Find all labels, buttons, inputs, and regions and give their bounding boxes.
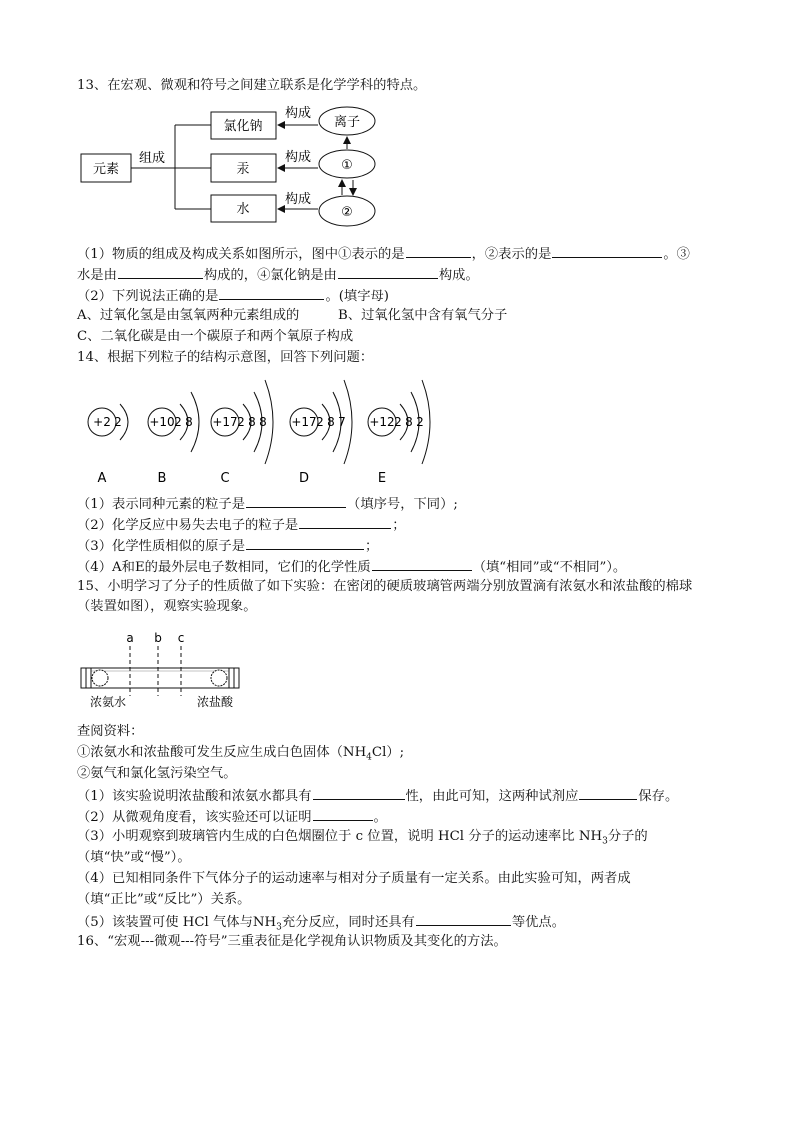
q15-p1 [77,786,678,806]
q15-ref-1 [77,744,404,762]
circle2-label: ② [341,205,353,220]
q14-p1 [77,494,458,514]
q13-option-b: B、过氧化氢中含有氧气分子 [338,308,508,323]
q15-p3a: （3）小明观察到玻璃管内生成的白色烟圈位于 c 位置，说明 HCl 分子的运动速率比 NH [77,829,603,844]
constitute-3: 构成 [285,192,312,207]
q13-p1c: 。③ [663,247,690,262]
particle-label: D [298,471,310,486]
particle-label: A [97,471,107,486]
q13-p2b: 。(填字母) [325,289,390,304]
q15-ref1b: 4 [366,752,372,763]
q15-p5 [77,912,565,932]
particle-B [148,392,199,486]
q13-option-c: C、二氧化碳是由一个碳原子和两个氧原子构成 [77,329,354,344]
q14-stem: 14、根据下列粒子的结构示意图，回答下列问题： [77,350,374,365]
nucleus-charge: +17 [291,415,317,429]
q13-diagram [78,104,388,234]
answer-blank-13-2[interactable] [552,244,662,258]
compose-label: 组成 [139,151,166,166]
particle-C [211,380,273,486]
q14-diagram [80,370,460,490]
q14-p2a: （2）化学反应中易失去电子的粒子是 [77,518,299,533]
answer-blank-13-1[interactable] [406,244,471,258]
left-reagent-label: 浓氨水 [89,695,127,709]
q13-p2a: （2）下列说法正确的是 [77,289,219,304]
q15-ref-title: 查阅资料： [77,724,144,739]
q14-p3a: （3）化学性质相似的原子是 [77,539,246,554]
mark-c: c [177,631,185,645]
answer-blank-14-2[interactable] [299,515,391,529]
q14-p2 [77,515,406,535]
electron-count: 8 [248,415,256,429]
electron-count: 2 [394,415,402,429]
answer-blank-13-5[interactable] [219,286,324,300]
q15-p5a: （5）该装置可使 HCl 气体与NH [77,915,277,930]
electron-count: 8 [259,415,267,429]
electron-count: 7 [338,415,346,429]
mark-b: b [154,631,162,645]
q13-p2 [77,286,389,306]
constitute-1: 构成 [285,106,312,121]
q15-stem-2: （装置如图），观察实验现象。 [77,599,257,614]
particle-E [368,380,430,486]
mark-a: a [126,631,134,645]
element-label: 元素 [92,162,120,177]
q15-p4-line2: （填“正比”或“反比”）关系。 [77,892,251,907]
constitute-2: 构成 [285,150,312,165]
q13-p1b: ，②表示的是 [471,247,552,262]
answer-blank-15-4[interactable] [416,912,511,926]
electron-count: 8 [185,415,193,429]
answer-blank-15-1[interactable] [313,786,405,800]
q14-p4 [77,557,626,577]
nucleus-charge: +10 [149,415,175,429]
q13-p1f: 构成。 [438,268,479,283]
q15-p3c: 分子的 [607,829,648,844]
q13-stem: 13、在宏观、微观和符号之间建立联系是化学学科的特点。 [77,78,427,93]
answer-blank-14-3[interactable] [246,536,364,550]
particle-A [88,404,128,486]
q15-ref-2: ②氨气和氯化氢污染空气。 [77,766,237,781]
water-label: 水 [236,202,250,217]
particle-D [290,380,352,486]
q15-tube-diagram [78,628,248,710]
q14-p1b: （填序号，下同）; [347,497,458,512]
q15-p5b: 3 [276,922,282,933]
answer-blank-15-2[interactable] [579,786,637,800]
electron-count: 2 [237,415,245,429]
q13-p1-line2 [77,265,479,285]
q14-p4b: （填“相同”或“不相同”）。 [472,560,627,575]
q15-p1b: 性，由此可知，这两种试剂应 [405,789,579,804]
circle1-label: ① [341,158,353,173]
left-cotton-ball [92,670,108,686]
q15-p3b: 3 [602,836,608,847]
answer-blank-13-3[interactable] [118,265,203,279]
q13-p1e: 构成的，④氯化钠是由 [203,268,337,283]
answer-blank-13-4[interactable] [338,265,438,279]
q15-p4: （4）已知相同条件下气体分子的运动速率与相对分子质量有一定关系。由此实验可知，两者成 [77,871,631,886]
nucleus-charge: +17 [212,415,238,429]
q14-p1a: （1）表示同种元素的粒子是 [77,497,246,512]
electron-count: 2 [416,415,424,429]
q15-p3 [77,828,648,846]
electron-count: 2 [174,415,182,429]
q15-p2 [77,807,387,827]
electron-count: 2 [114,415,122,429]
q14-p3 [77,536,378,556]
particle-label: E [377,471,387,486]
q15-ref1c: Cl）; [371,745,405,760]
q16-stem: 16、“宏观---微观---符号”三重表征是化学视角认识物质及其变化的方法。 [77,934,507,949]
electron-count: 8 [327,415,335,429]
q15-p3-line2: （填“快”或“慢”）。 [77,850,191,865]
q15-p2b: 。 [373,810,387,825]
nacl-label: 氯化钠 [223,119,263,134]
q15-p1c: 保存。 [638,789,679,804]
q14-p2b: ； [392,518,406,533]
q15-ref1a: ①浓氨水和浓盐酸可发生反应生成白色固体（NH [77,745,367,760]
q14-p3b: ； [365,539,379,554]
right-reagent-label: 浓盐酸 [196,695,234,709]
q13-p1d: 水是由 [77,268,117,283]
nucleus-charge: +2 [93,415,111,429]
q13-p1a: （1）物质的组成及构成关系如图所示，图中①表示的是 [77,247,405,262]
answer-blank-14-1[interactable] [246,494,346,508]
particle-label: C [220,471,230,486]
particle-label: B [157,471,167,486]
answer-blank-15-3[interactable] [313,807,373,821]
q15-p2a: （2）从微观角度看，该实验还可以证明 [77,810,312,825]
electron-count: 8 [405,415,413,429]
hg-label: 汞 [236,162,250,177]
q14-p4a: （4）A和E的最外层电子数相同，它们的化学性质 [77,560,371,575]
electron-count: 2 [316,415,324,429]
q13-p1-line1 [77,244,690,264]
q15-p1a: （1）该实验说明浓盐酸和浓氨水都具有 [77,789,312,804]
ion-label: 离子 [333,115,361,130]
nucleus-charge: +12 [369,415,395,429]
q15-stem-1: 15、小明学习了分子的性质做了如下实验：在密闭的硬质玻璃管两端分别放置滴有浓氨水和浓盐酸的棉球 [77,579,693,594]
right-cotton-ball [211,670,227,686]
q15-p5d: 等优点。 [511,915,566,930]
q13-option-a: A、过氧化氢是由氢氧两种元素组成的 [77,308,300,323]
q15-p5c: 充分反应，同时还具有 [281,915,415,930]
answer-blank-14-4[interactable] [372,557,472,571]
